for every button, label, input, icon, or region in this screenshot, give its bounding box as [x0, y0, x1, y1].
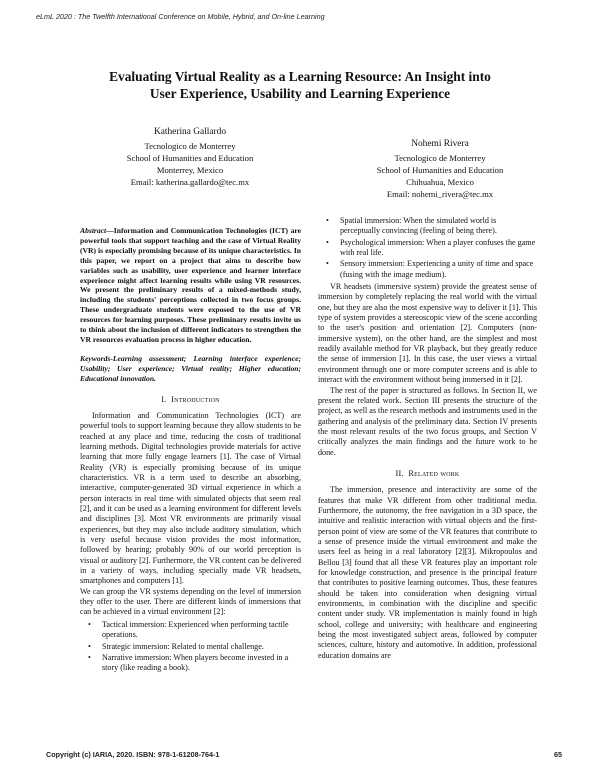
immersion-list-left: [80, 620, 301, 674]
intro-paragraph-2: We can group the VR systems depending on the level of immersion they offer to the user. There are different kinds of immersions that can be achieved in a virtual environment [2]:: [80, 586, 301, 617]
section-heading-related-work: [318, 469, 537, 479]
author-name: Katherina Gallardo: [153, 127, 227, 137]
bullet-icon: •: [88, 619, 91, 629]
right-paragraph-2: The rest of the paper is structured as follows. In Section II, we present the related work. Section III presents the structure of the project, as well as the research methods and instruments used in the gathering and analysis of the preliminary data. Section IV presents the most relevant results of the two focus groups, and Section V critically analyzes the main findings and the future work to be done.: [318, 385, 537, 457]
left-column: [80, 226, 301, 676]
intro-paragraph-1: Information and Communication Technologies (ICT) are powerful tools to support learning because they allow students to be reached at any place and time, reducing the costs of traditional learning methods. Digital technologies provide materials for active learning that more fully engage learners [1]. The case of Virtual Reality (VR) is especially promising because of its unique characteristics. VR is a term used to describe an absorbing, interactive, computer-generated 3D virtual experience in which a person interacts in real time with simulated objects that seem real [2], and it can be used as a learning environment for different levels and disciplines [3]. Most VR environments are primarily visual experiences, but they may also include auditory simulation, which is very useful because vision provides the most information, followed by hearing; probably 90% of our world perception is visual or auditory [2]. Furthermore, the VR content can be delivered in a variety of ways, including specially made VR headsets, smartphones and computers [1].: [80, 410, 302, 586]
list-item: • Narrative immersion: When players become invested in a story (like reading a book).: [88, 652, 289, 673]
list-item: • Spatial immersion: When the simulated world is perceptually convincing (feeling of being there).: [326, 216, 497, 236]
right-column: [318, 214, 537, 661]
author-affiliation: Tecnologico de Monterrey: [394, 153, 486, 163]
abstract: [80, 226, 301, 345]
bullet-icon: •: [326, 216, 329, 225]
paper-title: [40, 68, 560, 102]
running-header: eLmL 2020 : The Twelfth International Conference on Mobile, Hybrid, and On-line Learning: [36, 12, 325, 21]
right-paragraph-1: VR headsets (immersive system) provide the greatest sense of immersion by completely replacing the real world with the virtual one, but they are also the most expensive way to deliver it [1]. This type of system provides a stereoscopic view of the scene according to the user's position and orientation [2]. Computers (non-immersive system), on the other hand, are the simplest and most readily available method for VR playback, but they greatly reduce the sense of immersion [1]. In this case, the user views a virtual environment through one or more computer screens and is able to interact with the environment without being immersed in it [2].: [318, 282, 537, 385]
footer-copyright: Copyright (c) IARIA, 2020. ISBN: 978-1-61208-764-1: [46, 750, 220, 759]
bullet-icon: •: [326, 259, 329, 269]
author-location: Monterrey, Mexico: [156, 165, 224, 175]
author-1: [80, 126, 300, 188]
author-department: School of Humanities and Education: [126, 153, 254, 163]
abstract-lead: Abstract: [80, 226, 107, 235]
immersion-list-right: [318, 216, 537, 280]
list-item: • Tactical immersion: Experienced when performing tactile operations.: [88, 619, 289, 640]
list-item: • Strategic immersion: Related to mental challenge.: [88, 641, 264, 651]
title-line-1: Evaluating Virtual Reality as a Learning Resource: An Insight into: [109, 69, 491, 84]
bullet-icon: •: [88, 652, 91, 662]
keywords: Keywords-Learning assessment; Learning interface experience; Usability; User experience; Virtual reality; Higher education; Educational innovation.: [80, 353, 301, 383]
related-paragraph-1: The immersion, presence and interactivity are some of the features that make VR different from other traditional media. Furthermore, the autonomy, the free navigation in a 3D space, the intuitive and realistic interaction with virtual objects and the first-person point of view are some of the VR features that contribute to a sense of presence inside the virtual environment and make the users feel as being in a real laboratory [2][3]. Mikropoulos and Bellou [3] found that all these VR features play an important role for knowledge construction, and presence is the principal feature that contributes to positive learning outcomes. Thus, these features should be taken into consideration when designing virtual environments, in combination with the discipline and specific content under study. VR implementation is mainly found in high school, college and university; with healthcare and engineering being the most investigated subject areas, followed by computer sciences, culture, history and automotive. In addition, professional education domains are: [318, 485, 537, 660]
section-number: II.: [395, 468, 404, 478]
author-affiliation: Tecnologico de Monterrey: [144, 141, 236, 151]
author-department: School of Humanities and Education: [376, 165, 504, 175]
author-email: Email: nohemi_rivera@tec.mx: [386, 189, 494, 199]
section-heading-introduction: [80, 395, 301, 405]
bullet-icon: •: [326, 237, 329, 247]
author-2: [340, 138, 540, 200]
title-line-2: User Experience, Usability and Learning Experience: [149, 86, 451, 101]
author-email: Email: katherina.gallardo@tec.mx: [130, 177, 250, 187]
author-location: Chihuahua, Mexico: [406, 177, 474, 187]
bullet-icon: •: [88, 641, 91, 651]
author-name: Nohemi Rivera: [411, 139, 469, 149]
section-title: Related work: [408, 468, 460, 478]
list-item: • Sensory immersion: Experiencing a unity of time and space (fusing with the image medium).: [326, 259, 534, 279]
list-item: • Psychological immersion: When a player confuses the game with real life.: [326, 237, 536, 258]
page-number: 65: [554, 750, 562, 759]
abstract-text: —Information and Communication Technologies (ICT) are powerful tools that support teaching and the case of Virtual Reality (VR) is especially promising because of its unique characteristics. In this paper, we report on a project that aims to describe how variables such as usability, user experience and learner interface experience might affect learning results while using VR resources. We present the preliminary results of a mixed-methods study, including the students' perceptions collected in two focus groups. These undergraduate students were exposed to the use of VR resources for learning purposes. These preliminary results invite us to think about the inclusion of different indicators to strengthen the VR resources evaluation process in higher education.: [80, 226, 301, 344]
section-title: Introduction: [171, 394, 220, 404]
section-number: I.: [161, 394, 167, 404]
